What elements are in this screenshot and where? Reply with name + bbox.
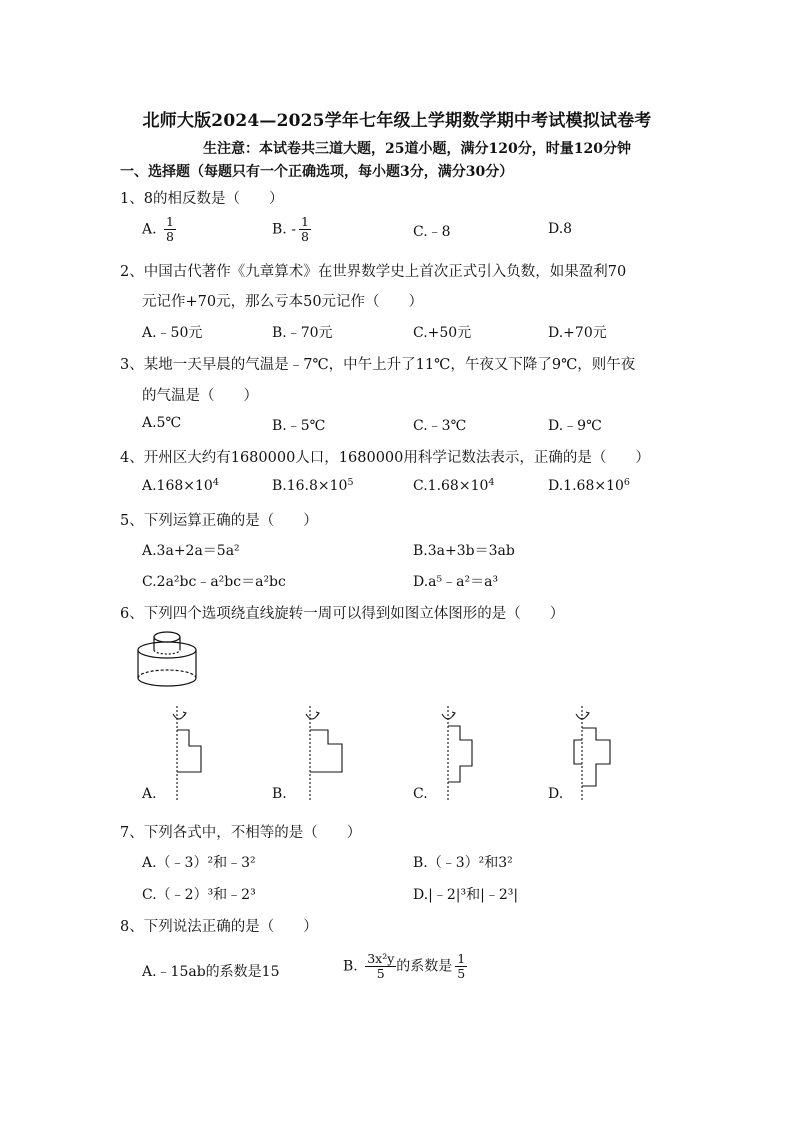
q5-option-b: B.3a+3b＝3ab [413, 543, 515, 559]
q6-option-b-label: B. [272, 786, 287, 802]
q1-option-d: D.8 [548, 221, 573, 237]
option-b-figure-icon [300, 700, 360, 802]
q4-option-a: $A.168\times 10^4$ [142, 477, 219, 494]
q1-option-b: B. - $\frac{1}{8}$ [272, 214, 309, 244]
q6-option-d-label: D. [548, 786, 564, 802]
q4-option-b: $B.16.8\times 10^5$ [272, 477, 354, 494]
option-a-figure-icon [165, 700, 215, 802]
option-c-figure-icon [436, 700, 486, 802]
q3-option-d: D.﹣9℃ [548, 418, 602, 434]
question-3-stem-line1: 3、某地一天早晨的气温是﹣7℃，中午上升了11℃，午夜又下降了9℃，则午夜 [120, 357, 636, 373]
question-1-stem: 1、8的相反数是（ ） [120, 191, 284, 207]
question-5-stem: 5、下列运算正确的是（ ） [120, 513, 318, 529]
q4-option-c: $C.1.68\times 10^4$ [413, 477, 495, 494]
q7-option-a: A.（﹣3）²和﹣3² [142, 855, 256, 871]
q7-option-c: C.（﹣2）³和﹣2³ [142, 887, 256, 903]
q1-option-c: C.﹣8 [413, 224, 451, 240]
fraction: $\frac{1}{8}$ [166, 214, 174, 244]
q3-option-a: A.5℃ [142, 415, 182, 431]
q2-option-d: D.+70元 [548, 325, 607, 341]
question-2-stem-line2: 元记作+70元，那么亏本50元记作（ ） [142, 294, 424, 310]
question-3-stem-line2: 的气温是（ ） [142, 388, 258, 404]
section-heading: 一、选择题（每题只有一个正确选项，每小题3分，满分30分） [120, 164, 514, 180]
q5-option-c: C.2a²bc﹣a²bc＝a²bc [142, 574, 286, 590]
question-7-stem: 7、下列各式中，不相等的是（ ） [120, 825, 362, 841]
q6-option-c-label: C. [413, 786, 428, 802]
fraction: $\frac{1}{5}$ [457, 951, 466, 981]
q5-option-d: D.a⁵﹣a²＝a³ [413, 574, 499, 590]
q2-option-a: A.﹣50元 [142, 325, 203, 341]
q7-option-d: D.|﹣2|³和|﹣2³| [413, 887, 519, 903]
q3-option-c: C.﹣3℃ [413, 418, 467, 434]
solid-figure-icon [132, 628, 202, 690]
q6-option-a-label: A. [142, 786, 157, 802]
fraction: $\frac{\text{3x²y}}{5}$ [367, 951, 395, 981]
q8-option-b: B. $\frac{\text{3x²y}}{5}$ 的系数是 $\frac{1}{5}$ [343, 951, 466, 981]
q1-option-a: A. $\frac{1}{8}$ [142, 214, 174, 244]
question-8-stem: 8、下列说法正确的是（ ） [120, 919, 318, 935]
q7-option-b: B.（﹣3）²和3² [413, 855, 513, 871]
question-2-stem-line1: 2、中国古代著作《九章算术》在世界数学史上首次正式引入负数，如果盈利70 [120, 264, 627, 280]
question-4-stem: 4、开州区大约有1680000人口，1680000用科学记数法表示，正确的是（ ） [120, 450, 650, 466]
q2-option-c: C.+50元 [413, 325, 472, 341]
exam-note: 生注意：本试卷共三道大题，25道小题，满分120分，时量120分钟 [203, 141, 631, 157]
page-title: 北师大版2024—2025学年七年级上学期数学期中考试模拟试卷考 [142, 111, 652, 131]
q3-option-b: B.﹣5℃ [272, 418, 326, 434]
q2-option-b: B.﹣70元 [272, 325, 333, 341]
question-6-stem: 6、下列四个选项绕直线旋转一周可以得到如图立体图形的是（ ） [120, 606, 565, 622]
fraction: $\frac{1}{8}$ [300, 214, 309, 244]
option-d-figure-icon [570, 700, 626, 802]
q4-option-d: $D.1.68\times 10^6$ [548, 477, 630, 494]
q8-option-a: A.﹣15ab的系数是15 [142, 964, 280, 980]
q5-option-a: A.3a+2a＝5a² [142, 543, 240, 559]
